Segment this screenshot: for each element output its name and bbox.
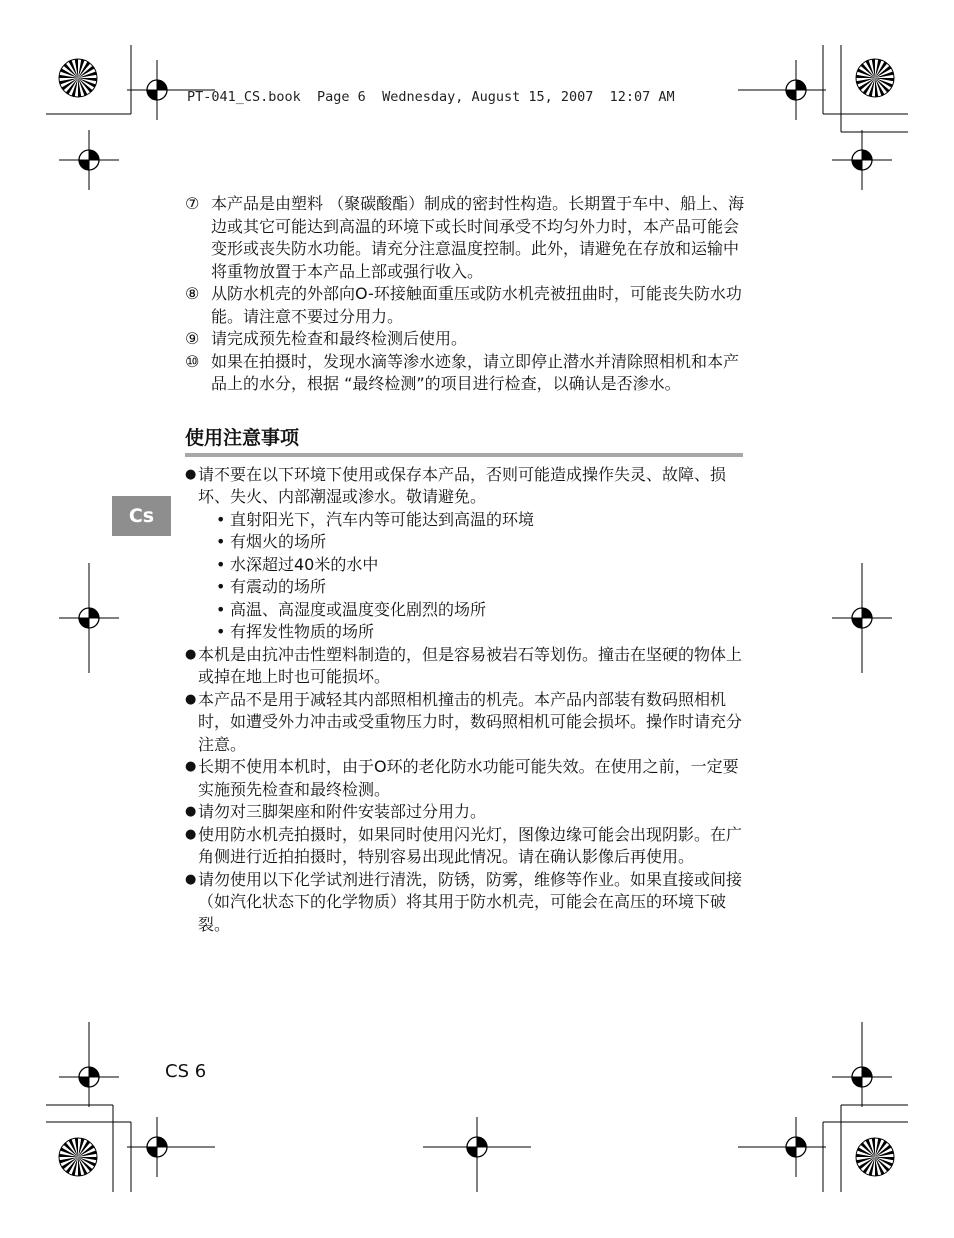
bullet-marker: ● — [185, 871, 197, 887]
sub-text: 高温、高湿度或温度变化剧烈的场所 — [230, 599, 487, 619]
section-rule — [185, 453, 743, 457]
sub-marker: • — [216, 599, 226, 619]
item-text: 本产品是由塑料 （聚碳酸酯）制成的密封性构造。长期置于车中、船上、海边或其它可能达到高温的环境下或长时间承受不均匀外力时，本产品可能会变形或丧失防水功能。请充分注意温度控制。此外，请避免在存放和运输中将重物放置于本产品上部或强行收入。 — [211, 194, 745, 281]
item-text: 从防水机壳的外部向O-环接触面重压或防水机壳被扭曲时，可能丧失防水功能。请注意不要过分用力。 — [211, 284, 742, 326]
star-target-icon — [856, 1138, 894, 1176]
bullet-item — [185, 756, 745, 801]
item-number: ⑩ — [185, 351, 200, 371]
sub-text: 有震动的场所 — [230, 577, 327, 596]
bullet-item — [185, 824, 745, 869]
sub-text: 水深超过40米的水中 — [230, 554, 379, 574]
bullet-marker: ● — [185, 804, 197, 819]
item-text: 如果在拍摄时，发现水滴等渗水迹象，请立即停止潜水并清除照相机和本产品上的水分，根据 “最终检测”的项目进行检查，以确认是否渗水。 — [211, 351, 740, 393]
sub-item — [185, 621, 745, 644]
numbered-item-8 — [185, 283, 745, 328]
sub-item — [185, 599, 745, 622]
bullet-marker: ● — [185, 646, 197, 662]
sub-marker: • — [216, 577, 226, 596]
sub-item — [185, 509, 745, 532]
sub-text: 有烟火的场所 — [230, 532, 327, 551]
bullet-item — [185, 689, 745, 757]
star-target-icon — [856, 59, 894, 97]
star-target-icon — [59, 1138, 97, 1176]
bullet-text: 长期不使用本机时，由于O环的老化防水功能可能失效。在使用之前，一定要实施预先检查和最终检测。 — [198, 757, 739, 799]
sub-item — [185, 576, 745, 599]
sub-text: 直射阳光下，汽车内等可能达到高温的环境 — [230, 509, 535, 529]
bullet-item — [185, 801, 745, 824]
item-number: ⑦ — [185, 194, 200, 213]
bullet-text: 请勿使用以下化学试剂进行清洗，防锈，防雾，维修等作业。如果直接或间接 （如汽化状态下的化学物质）将其用于防水机壳，可能会在高压的环境下破裂。 — [198, 869, 743, 934]
item-number: ⑨ — [185, 329, 200, 348]
language-tab: Cs — [112, 496, 171, 536]
bullet-text: 本产品不是用于减轻其内部照相机撞击的机壳。本产品内部装有数码照相机时，如遭受外力冲击或受重物压力时，数码照相机可能会损坏。操作时请充分注意。 — [198, 689, 743, 754]
numbered-item-9 — [185, 328, 745, 351]
bullet-marker: ● — [185, 466, 197, 482]
bullet-item — [185, 464, 745, 509]
sub-marker: • — [216, 554, 226, 574]
bullet-marker: ● — [185, 759, 197, 774]
numbered-item-7 — [185, 193, 745, 283]
bullet-marker: ● — [185, 826, 197, 842]
page-number: CS 6 — [165, 1061, 207, 1082]
bullet-text: 请不要在以下环境下使用或保存本产品，否则可能造成操作失灵、故障、损坏、失火、内部潮湿或渗水。敬请避免。 — [198, 464, 727, 506]
item-number: ⑧ — [185, 284, 200, 303]
sub-item — [185, 554, 745, 577]
sub-marker: • — [216, 622, 226, 641]
sub-marker: • — [216, 509, 226, 529]
bullet-item — [185, 869, 745, 937]
book-header: PT-041_CS.book Page 6 Wednesday, August 15, 2007 12:07 AM — [187, 89, 675, 105]
sub-text: 有挥发性物质的场所 — [230, 622, 375, 641]
bullet-item — [185, 644, 745, 689]
item-text: 请完成预先检查和最终检测后使用。 — [211, 329, 468, 348]
sub-item — [185, 531, 745, 554]
bullet-marker: ● — [185, 691, 197, 707]
bullet-text: 使用防水机壳拍摄时，如果同时使用闪光灯，图像边缘可能会出现阴影。在广角侧进行近拍拍摄时，特别容易出现此情况。请在确认影像后再使用。 — [198, 824, 743, 866]
sub-marker: • — [216, 532, 226, 551]
bullet-text: 本机是由抗冲击性塑料制造的，但是容易被岩石等划伤。撞击在坚硬的物体上或掉在地上时也可能损坏。 — [198, 644, 743, 686]
bullet-text: 请勿对三脚架座和附件安装部过分用力。 — [198, 802, 487, 821]
section-title: 使用注意事项 — [185, 426, 300, 449]
numbered-item-10 — [185, 351, 745, 396]
star-target-icon — [59, 59, 97, 97]
page-content — [185, 193, 745, 936]
